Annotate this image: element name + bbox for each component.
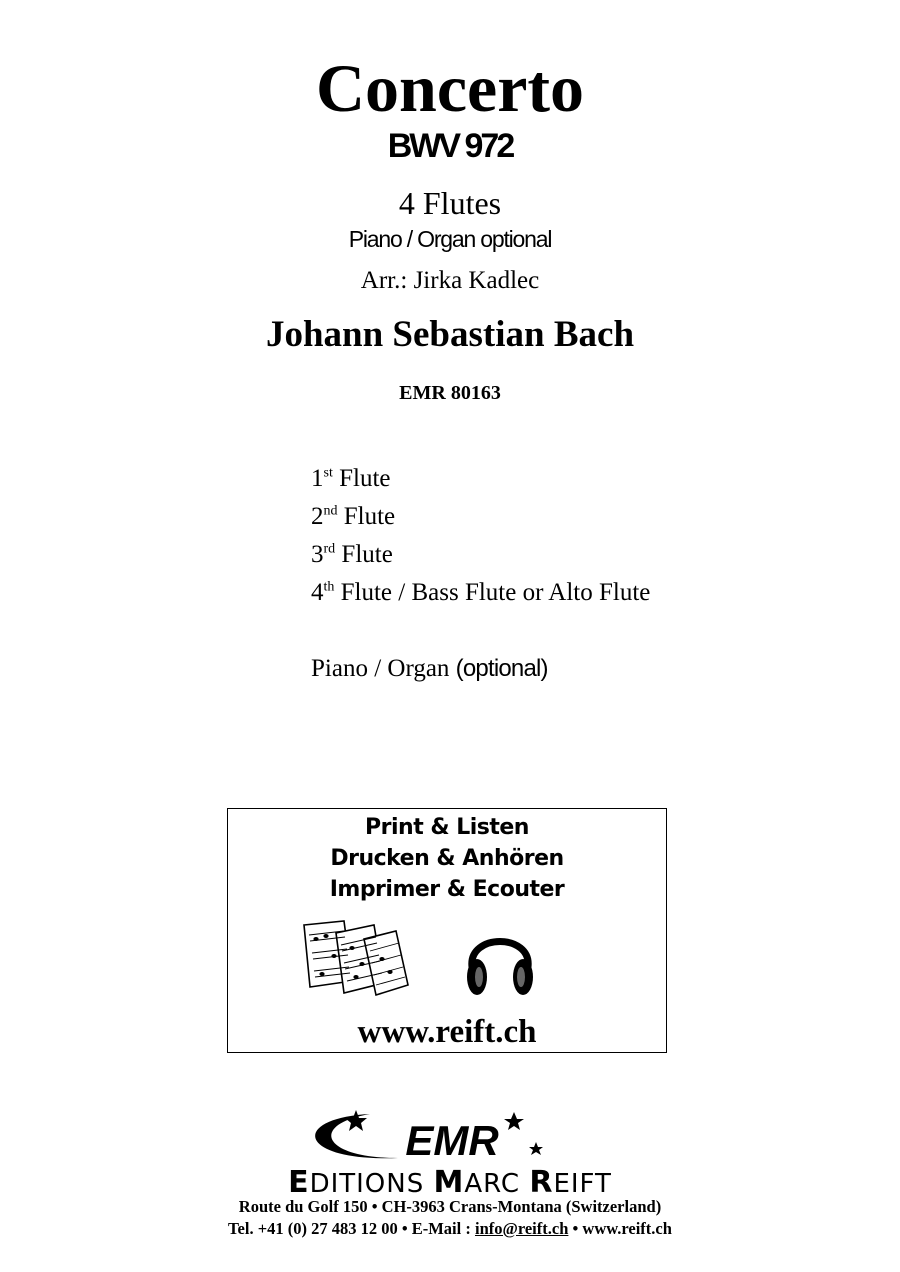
scoring: 4 Flutes [398,185,502,221]
part-number: 3 [311,541,324,568]
logo-text: EMR [405,1117,499,1164]
edition-number: EMR 80163 [399,382,501,404]
publisher-initial: R [529,1165,554,1200]
publisher-word: EIFT [553,1169,612,1199]
promo-url-link[interactable]: www.reift.ch [357,1014,537,1050]
part-item [311,536,650,574]
publisher-initial: E [288,1165,310,1200]
sheet-music-icon [300,919,410,999]
part-label: Flute [343,503,396,530]
publisher-word: DITIONS [309,1169,434,1199]
headphones-icon [464,917,536,999]
part-ordinal-suffix: nd [323,503,338,519]
part-number: 1 [311,465,324,492]
part-label: Flute / Bass Flute or Alto Flute [340,579,651,606]
part-ordinal-suffix: rd [323,541,336,557]
arranger: Arr.: Jirka Kadlec [360,267,540,294]
page-title: Concerto [315,50,585,126]
part-label: Flute [341,541,393,568]
contact-phone: Tel. +41 (0) 27 483 12 00 • E-Mail : [228,1219,475,1238]
catalog-number: BWV 972 [387,127,513,165]
print-listen-box [227,808,667,1053]
part-ordinal-suffix: th [323,579,335,595]
optional-part [311,652,548,686]
part-label: Flute [339,465,391,492]
scoring-optional: Piano / Organ optional [348,226,552,252]
publisher-word: ARC [464,1169,530,1199]
composer: Johann Sebastian Bach [265,314,635,355]
emr-logo [300,1106,600,1168]
promo-line-fr: Imprimer & Ecouter [329,877,565,902]
publisher-contact [0,1217,900,1241]
optional-part-label: Piano / Organ [311,655,450,682]
part-number: 4 [311,579,324,606]
publisher-initial: M [433,1165,465,1200]
publisher-address: Route du Golf 150 • CH-3963 Crans-Montana (Switzerland) [238,1197,662,1216]
website-link[interactable]: • www.reift.ch [568,1219,672,1238]
email-link[interactable]: info@reift.ch [474,1219,569,1238]
promo-line-en: Print & Listen [365,815,529,840]
parts-list [311,460,650,612]
part-number: 2 [311,503,324,530]
part-item [311,574,650,612]
part-ordinal-suffix: st [323,465,333,481]
part-item [311,498,650,536]
promo-line-de: Drucken & Anhören [330,846,564,871]
optional-part-note: (optional) [455,655,548,682]
part-item [311,460,650,498]
